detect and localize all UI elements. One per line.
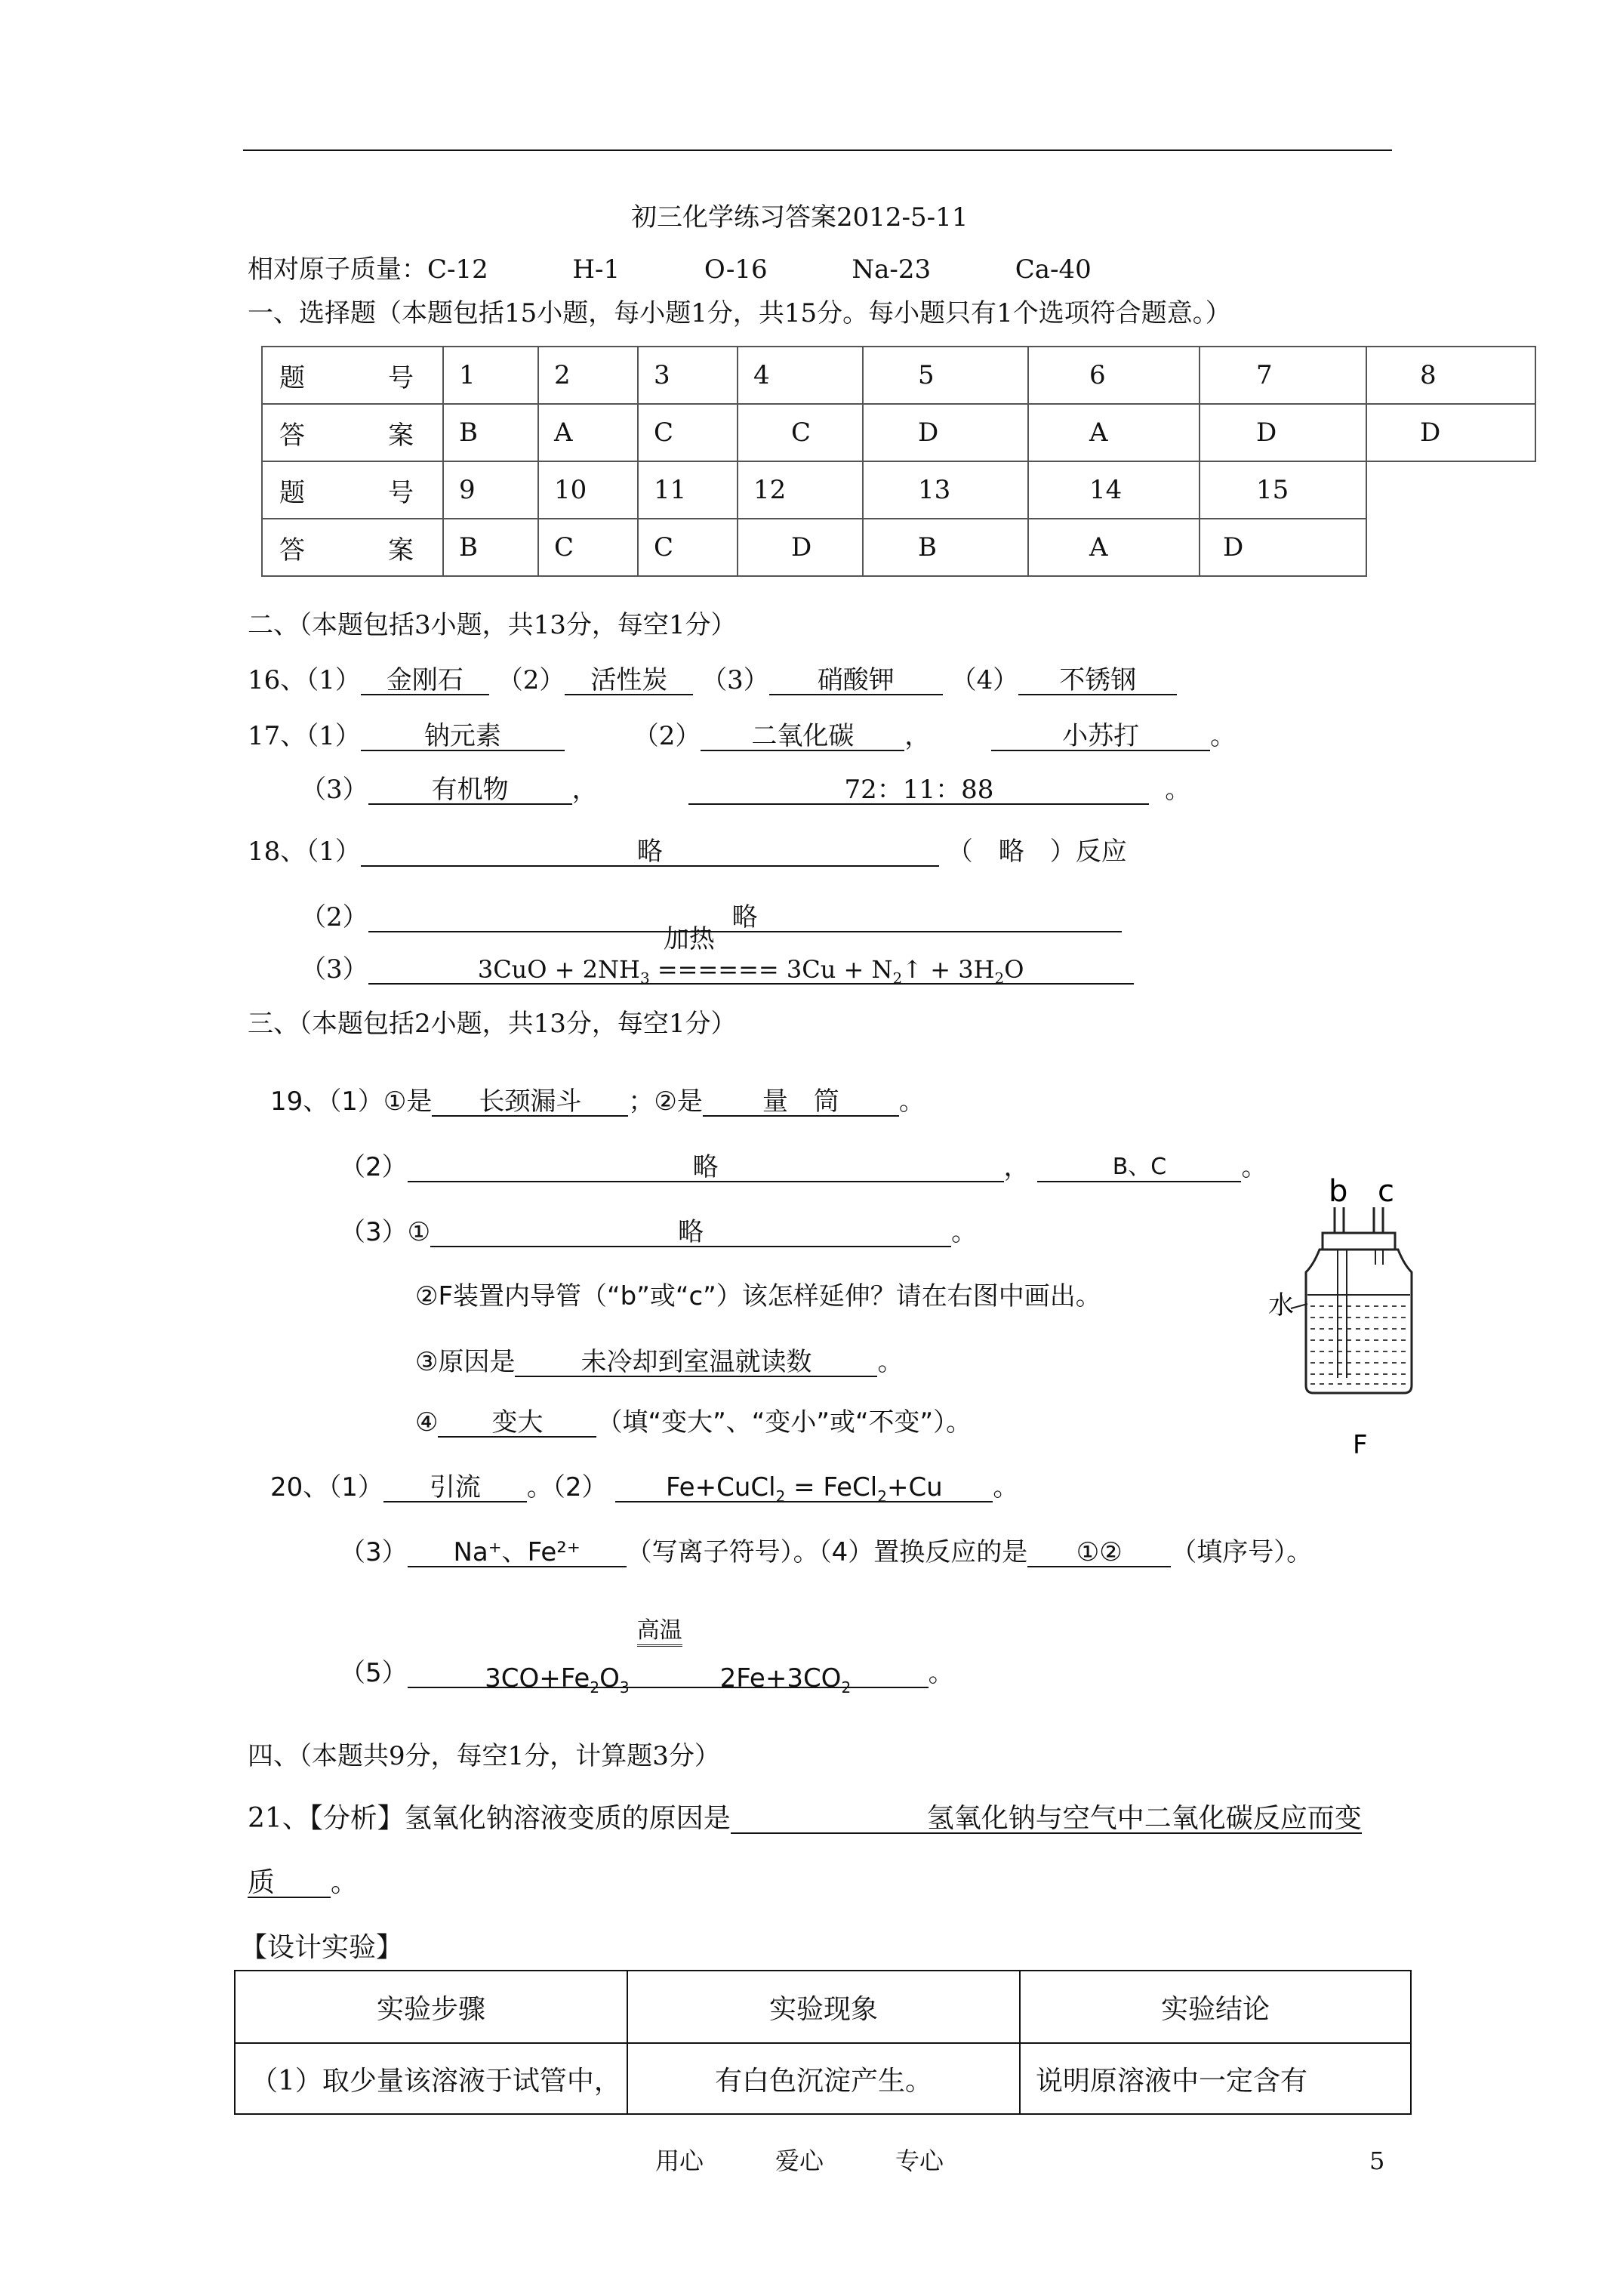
- q19-answer-4: B、C: [1037, 1152, 1241, 1182]
- q19-answer-6: 未冷却到室温就读数: [515, 1347, 877, 1377]
- figure-caption: F: [1353, 1430, 1368, 1460]
- q16-answer-4: 不锈钢: [1018, 665, 1177, 695]
- answer-cell: 4: [738, 347, 863, 404]
- q19-3c-prefix: ③原因是: [415, 1347, 516, 1377]
- q20-line-2: [340, 1537, 1312, 1567]
- q21-prefix: 21、【分析】氢氧化钠溶液变质的原因是: [248, 1803, 731, 1834]
- eq-left: 3CuO + 2NH: [477, 955, 640, 984]
- q16-prefix: 16、（1）: [248, 665, 361, 695]
- atomic-mass-o: O-16: [704, 254, 768, 285]
- q17-label-3: （3）: [300, 775, 368, 805]
- answer-cell: B: [443, 404, 538, 461]
- q18-equation: [368, 924, 1134, 988]
- answer-cell: 5: [863, 347, 1028, 404]
- answer-cell: 7: [1200, 347, 1366, 404]
- q20-answer-1: 引流: [383, 1472, 527, 1502]
- eq-part: +Cu: [886, 1472, 943, 1502]
- q16-label-4: （4）: [950, 665, 1019, 695]
- q20-equation: [408, 1617, 929, 1697]
- table-cell: （1）取少量该溶液于试管中，: [235, 2043, 627, 2114]
- eq-arrow-wrap: [657, 924, 779, 985]
- q17-answer-4: 有机物: [368, 775, 572, 805]
- table-row: [262, 519, 1535, 576]
- q19-end: 。: [898, 1086, 925, 1117]
- q19-3d-prefix: ④: [415, 1407, 439, 1438]
- q17-prefix: 17、（1）: [248, 721, 361, 751]
- q17-sep: ，: [904, 721, 931, 751]
- q20-line-1: [270, 1472, 1019, 1505]
- eq-right: 3Cu + N: [786, 955, 893, 984]
- q21-line-1: [248, 1804, 1362, 1834]
- q18-line-1: [248, 837, 1127, 867]
- footer-word: 用心: [655, 2147, 704, 2175]
- q16-answer-3: 硝酸钾: [769, 665, 943, 695]
- q21-answer-cont: 质: [248, 1868, 331, 1898]
- answer-cell: B: [863, 519, 1028, 576]
- answer-cell: D: [738, 519, 863, 576]
- q20-line-3: [340, 1617, 954, 1697]
- atomic-mass-c: 相对原子质量：C-12: [248, 254, 488, 285]
- q19-prefix: 19、（1）①是: [270, 1086, 433, 1117]
- eq-condition: 高温: [637, 1617, 682, 1647]
- answer-cell: 3: [638, 347, 738, 404]
- eq-sub: 3: [619, 1678, 630, 1697]
- atomic-mass-h: H-1: [572, 254, 621, 285]
- label-water: 水: [1268, 1290, 1294, 1321]
- table-row: [262, 404, 1535, 461]
- eq-sub: 2: [590, 1678, 600, 1697]
- row-label: 题 号: [262, 461, 443, 519]
- row-label: 题 号: [262, 347, 443, 404]
- answer-cell: D: [1200, 519, 1366, 576]
- answer-cell: 9: [443, 461, 538, 519]
- page-number: 5: [1369, 2147, 1385, 2175]
- eq-tail: + 3H: [922, 955, 995, 984]
- q19-answer-5: 略: [430, 1217, 951, 1247]
- eq-arrow: ======: [657, 955, 779, 984]
- answer-cell: A: [1028, 404, 1200, 461]
- answer-cell: C: [638, 519, 738, 576]
- q19-label-3: （3）①: [340, 1217, 431, 1247]
- eq-sub: 3: [639, 969, 650, 988]
- answer-table: [261, 346, 1536, 577]
- row-label: 答 案: [262, 519, 443, 576]
- section1-heading: 一、选择题（本题包括15小题，每小题1分，共15分。每小题只有1个选项符合题意。）: [248, 298, 1231, 328]
- q16-label-3: （3）: [701, 665, 769, 695]
- q19-end-2: 。: [1241, 1152, 1267, 1182]
- q18-prefix: 18、（1）: [248, 837, 361, 867]
- table-header: 实验结论: [1020, 1971, 1411, 2043]
- table-row: [262, 347, 1535, 404]
- eq-o: O: [1004, 955, 1024, 984]
- q18-answer-2: 略: [368, 902, 1122, 932]
- table-row: [262, 461, 1535, 519]
- page-title: 初三化学练习答案2012-5-11: [631, 202, 969, 233]
- q17-end: 。: [1210, 721, 1236, 751]
- q17-end-2: 。: [1165, 775, 1191, 805]
- table-cell: 有白色沉淀产生。: [627, 2043, 1020, 2114]
- answer-cell: 15: [1200, 461, 1366, 519]
- q20-mid: 。（2）: [526, 1472, 608, 1502]
- table-header: 实验现象: [627, 1971, 1020, 2043]
- gas-bottle-figure: [1268, 1174, 1419, 1476]
- answer-cell: 13: [863, 461, 1028, 519]
- footer-word: 专心: [895, 2147, 944, 2175]
- q17-answer-5: 72：11：88: [688, 775, 1149, 805]
- row-label: 答 案: [262, 404, 443, 461]
- atomic-mass-ca: Ca-40: [1015, 254, 1092, 285]
- q20-answer-2: [615, 1472, 993, 1505]
- q17-line-2: [300, 775, 1190, 805]
- q16-line: [248, 665, 1177, 695]
- answer-cell: A: [538, 404, 638, 461]
- q21-end: 。: [331, 1867, 359, 1898]
- q20-mid-3: （写离子符号）。（4）置换反应的是: [626, 1537, 1028, 1567]
- q20-post-4: （填序号）。: [1171, 1537, 1313, 1567]
- answer-cell: 8: [1366, 347, 1535, 404]
- q17-label-2: （2）: [633, 721, 701, 751]
- eq-sub: 2: [877, 1487, 887, 1505]
- eq-condition: 加热: [663, 924, 715, 954]
- q16-answer-2: 活性炭: [565, 665, 693, 695]
- eq-cond-wrap: [630, 1617, 720, 1687]
- q21-answer: 氢氧化钠与空气中二氧化碳反应而变: [731, 1804, 1362, 1834]
- q19-line-1: [270, 1086, 925, 1117]
- design-heading: 【设计实验】: [240, 1932, 404, 1963]
- label-c: c: [1378, 1174, 1394, 1209]
- table-row: [235, 2043, 1411, 2114]
- q21-line-2: [248, 1868, 358, 1898]
- q19-answer-2: 量 筒: [703, 1086, 899, 1117]
- q17-answer-2: 二氧化碳: [701, 721, 904, 751]
- table-header: 实验步骤: [235, 1971, 627, 2043]
- answer-cell: C: [538, 519, 638, 576]
- q19-line-2: [340, 1152, 1267, 1182]
- eq-part: 3CO+Fe: [485, 1663, 590, 1693]
- footer-word: 爱心: [775, 2147, 824, 2175]
- answer-cell: 2: [538, 347, 638, 404]
- eq-sub: 2: [841, 1678, 852, 1697]
- table-row: [235, 1971, 1411, 2043]
- label-b: b: [1329, 1174, 1348, 1209]
- q17-answer-3: 小苏打: [991, 721, 1210, 751]
- answer-cell: D: [1200, 404, 1366, 461]
- answer-cell: A: [1028, 519, 1200, 576]
- atomic-mass-line: [248, 254, 1092, 285]
- design-table: [234, 1970, 1412, 2115]
- q18-answer-1: 略: [361, 837, 939, 867]
- answer-cell: 6: [1028, 347, 1200, 404]
- answer-cell: C: [638, 404, 738, 461]
- q18-line-3: [300, 924, 1134, 988]
- answer-cell: D: [1366, 404, 1535, 461]
- answer-cell: B: [443, 519, 538, 576]
- q20-answer-4: ①②: [1027, 1537, 1171, 1567]
- table-cell: 说明原溶液中一定含有: [1020, 2043, 1411, 2114]
- eq-part: Fe+CuCl: [665, 1472, 776, 1502]
- q20-end-5: 。: [928, 1658, 954, 1688]
- eq-part: O: [599, 1663, 620, 1693]
- q16-answer-1: 金刚石: [361, 665, 489, 695]
- eq-part: 2Fe+3CO: [719, 1663, 842, 1693]
- answer-cell: 11: [638, 461, 738, 519]
- eq-sub: 2: [892, 969, 903, 988]
- q20-end: 。: [993, 1472, 1019, 1502]
- q17-sep-2: ，: [571, 775, 598, 805]
- q17-line-1: [248, 721, 1236, 751]
- q19-end-4: 。: [877, 1347, 904, 1377]
- q18-reaction-type: （ 略 ）反应: [947, 837, 1127, 867]
- q19-answer-3: 略: [408, 1152, 1004, 1182]
- header-rule: [243, 149, 1392, 151]
- eq-sub: 2: [775, 1487, 786, 1505]
- q19-label-2: （2）: [340, 1152, 408, 1182]
- eq-part: = FeCl: [785, 1472, 878, 1502]
- q18-label-3: （3）: [300, 954, 368, 985]
- answer-cell: 14: [1028, 461, 1200, 519]
- apparatus-figure: [1268, 1174, 1419, 1476]
- q19-line-3c: [415, 1347, 903, 1377]
- q20-label-5: （5）: [340, 1658, 408, 1688]
- q19-3d-post: （填“变大”、“变小”或“不变”）。: [596, 1407, 972, 1438]
- answer-cell: 12: [738, 461, 863, 519]
- answer-cell: C: [738, 404, 863, 461]
- q16-label-2: （2）: [497, 665, 565, 695]
- q19-end-3: 。: [951, 1217, 978, 1247]
- q20-prefix: 20、（1）: [270, 1472, 383, 1502]
- answer-cell: D: [863, 404, 1028, 461]
- section2-heading: 二、（本题包括3小题，共13分，每空1分）: [248, 610, 737, 640]
- answer-cell: 10: [538, 461, 638, 519]
- q20-label-3: （3）: [340, 1537, 408, 1567]
- footer: [655, 2146, 944, 2176]
- q19-answer-1: 长颈漏斗: [432, 1086, 628, 1117]
- q17-answer-1: 钠元素: [361, 721, 565, 751]
- q19-sep: ，: [1003, 1152, 1030, 1182]
- answer-cell: 1: [443, 347, 538, 404]
- q19-line-3d: [415, 1407, 972, 1438]
- q19-question-3b: ②F装置内导管（“b”或“c”）该怎样延伸？请在右图中画出。: [415, 1281, 1101, 1311]
- q20-answer-3: Na⁺、Fe²⁺: [408, 1537, 627, 1567]
- eq-sub: 2: [994, 969, 1005, 988]
- q19-mid: ；②是: [628, 1086, 703, 1117]
- eq-gas-arrow: ↑: [902, 955, 923, 984]
- section3-heading: 三、（本题包括2小题，共13分，每空1分）: [248, 1009, 737, 1039]
- section4-heading: 四、（本题共9分，每空1分，计算题3分）: [248, 1741, 720, 1771]
- q18-label-2: （2）: [300, 902, 368, 932]
- atomic-mass-na: Na-23: [852, 254, 932, 285]
- q19-line-3: [340, 1217, 977, 1247]
- q19-answer-7: 变大: [438, 1407, 596, 1438]
